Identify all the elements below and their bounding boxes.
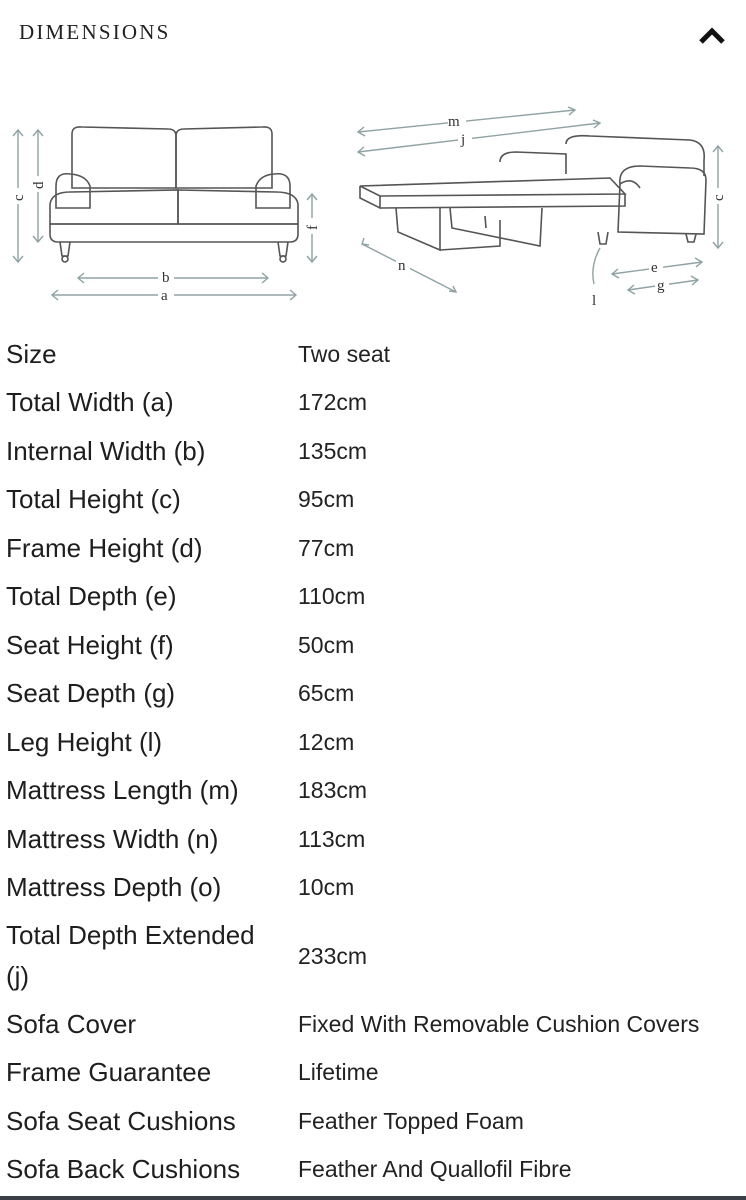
table-row: [0, 573, 746, 622]
spec-label: Mattress Length (m): [6, 775, 239, 806]
spec-value: 65cm: [298, 680, 355, 707]
spec-value: 183cm: [298, 777, 368, 804]
spec-value: 113cm: [298, 825, 366, 852]
spec-value: 110cm: [298, 583, 366, 610]
table-row: [0, 1097, 746, 1146]
dimensions-diagram: [0, 96, 746, 316]
chevron-up-icon[interactable]: [692, 18, 732, 52]
sofa-bed-illustration: [360, 136, 706, 250]
svg-text:c: c: [11, 194, 27, 201]
spec-value: 95cm: [298, 486, 355, 513]
table-row: [0, 815, 746, 864]
table-row: [0, 1049, 746, 1098]
spec-label: Sofa Cover: [6, 1008, 137, 1039]
table-row: [0, 1146, 746, 1195]
table-row: [0, 621, 746, 670]
spec-label: Seat Depth (g): [6, 678, 176, 709]
spec-label: Mattress Depth (o): [6, 872, 222, 903]
spec-label: Frame Guarantee: [6, 1057, 212, 1088]
table-row: [0, 912, 746, 1000]
table-row: [0, 476, 746, 525]
table-row: [0, 330, 746, 379]
spec-value: Lifetime: [298, 1059, 379, 1086]
dimensions-table: [0, 330, 746, 1194]
bottom-bar: [0, 1196, 746, 1200]
spec-label: Sofa Back Cushions: [6, 1154, 241, 1185]
svg-text:n: n: [398, 258, 406, 274]
spec-label: Total Height (c): [6, 484, 181, 515]
spec-label: Total Depth Extended (j): [6, 920, 255, 991]
spec-value: 233cm: [298, 942, 368, 969]
spec-value: 50cm: [298, 631, 355, 658]
table-row: [0, 767, 746, 816]
spec-value: 10cm: [298, 874, 355, 901]
front-dimension-labels: [11, 176, 321, 304]
svg-text:c: c: [711, 194, 727, 201]
svg-text:g: g: [657, 278, 665, 294]
spec-label: Mattress Width (n): [6, 823, 219, 854]
table-row: [0, 718, 746, 767]
sofa-front-illustration: [50, 127, 298, 262]
spec-value: 77cm: [298, 534, 355, 561]
spec-label: Seat Height (f): [6, 629, 174, 660]
svg-text:e: e: [651, 260, 658, 276]
spec-label: Total Depth (e): [6, 581, 177, 612]
table-row: [0, 379, 746, 428]
spec-label: Size: [6, 338, 57, 369]
svg-text:f: f: [305, 225, 321, 230]
table-row: [0, 1000, 746, 1049]
spec-label: Frame Height (d): [6, 532, 203, 563]
spec-value: Fixed With Removable Cushion Covers: [298, 1010, 700, 1037]
spec-value: 172cm: [298, 389, 368, 416]
spec-label: Sofa Seat Cushions: [6, 1105, 236, 1136]
spec-label: Internal Width (b): [6, 435, 206, 466]
table-row: [0, 524, 746, 573]
spec-label: Leg Height (l): [6, 726, 163, 757]
svg-text:m: m: [448, 114, 460, 130]
svg-text:d: d: [31, 181, 47, 189]
svg-text:a: a: [161, 288, 168, 304]
spec-value: 135cm: [298, 437, 368, 464]
spec-label: Total Width (a): [6, 387, 174, 418]
spec-value: Feather And Quallofil Fibre: [298, 1156, 572, 1183]
table-row: [0, 427, 746, 476]
table-row: [0, 670, 746, 719]
svg-text:l: l: [592, 293, 597, 309]
bed-dimension-lines: [358, 107, 723, 294]
svg-text:b: b: [162, 270, 170, 286]
table-row: [0, 864, 746, 913]
dimensions-header[interactable]: [0, 0, 746, 68]
spec-value: Two seat: [298, 340, 391, 367]
spec-value: Feather Topped Foam: [298, 1107, 524, 1134]
spec-value: 12cm: [298, 728, 355, 755]
svg-text:j: j: [461, 132, 466, 148]
section-title: DIMENSIONS: [19, 20, 171, 44]
